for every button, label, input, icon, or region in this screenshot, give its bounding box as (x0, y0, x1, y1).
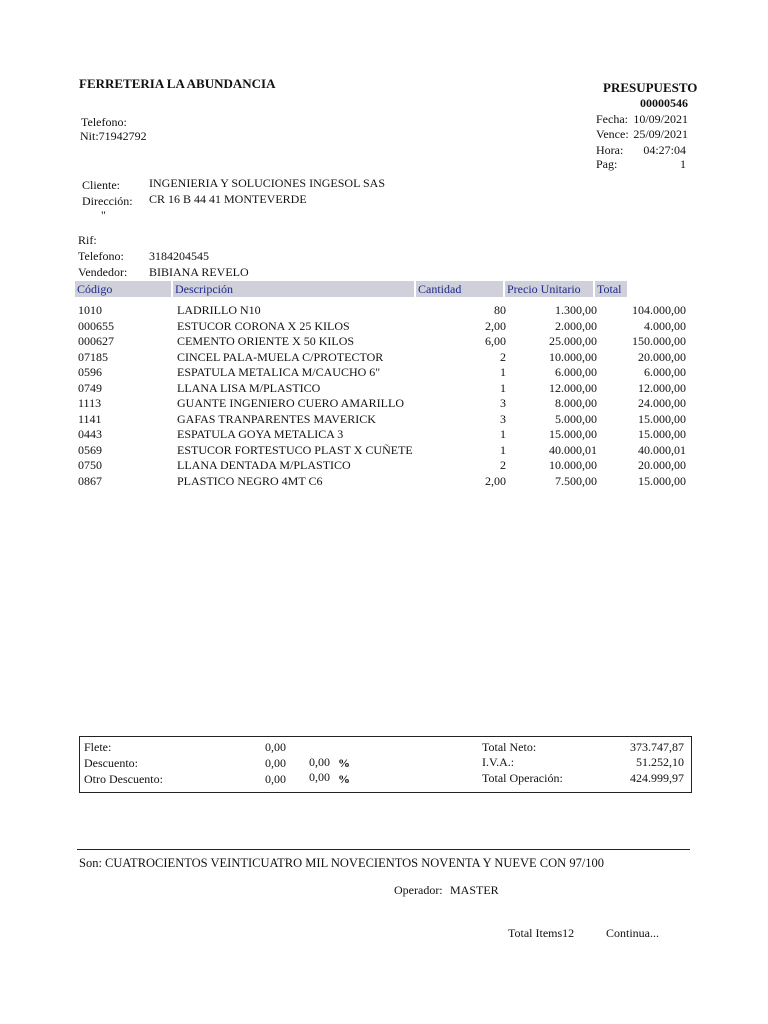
descuento-pct: 0,00 (309, 755, 330, 769)
item-total: 15.000,00 (638, 411, 686, 426)
hora-label: Hora: (596, 143, 624, 157)
item-unit-price: 8.000,00 (555, 396, 597, 410)
item-code: 0750 (78, 458, 102, 472)
operador-label: Operador: (394, 883, 443, 897)
direccion-value: CR 16 B 44 41 MONTEVERDE (149, 192, 307, 206)
cliente-label: Cliente: (82, 178, 120, 192)
item-code: 0569 (78, 442, 102, 457)
item-total: 20.000,00 (638, 349, 686, 364)
item-unit-price: 15.000,00 (549, 427, 597, 441)
flete-label: Flete: (84, 740, 112, 754)
item-quantity: 1 (500, 442, 506, 457)
item-total: 4.000,00 (644, 318, 686, 333)
item-unit-price: 6.000,00 (555, 365, 597, 379)
item-unit-price: 1.300,00 (555, 303, 597, 317)
item-quantity: 2 (500, 349, 506, 364)
header-total: Total (595, 281, 627, 297)
table-row (0, 396, 768, 412)
operador-value: MASTER (450, 883, 499, 897)
item-description: CINCEL PALA-MUELA C/PROTECTOR (177, 349, 384, 364)
hora-value: 04:27:04 (643, 143, 686, 157)
item-code: 1141 (78, 411, 102, 426)
item-description: GAFAS TRANPARENTES MAVERICK (177, 411, 376, 426)
document-type: PRESUPUESTO (603, 80, 698, 95)
total-neto-label: Total Neto: (482, 740, 537, 754)
item-unit-price: 10.000,00 (549, 458, 597, 472)
table-row (0, 443, 768, 459)
item-quantity: 6,00 (485, 334, 506, 348)
item-quantity: 1 (500, 427, 506, 441)
item-code: 07185 (78, 349, 108, 364)
total-items: Total Items12 (508, 926, 575, 940)
pag-value: 1 (680, 157, 686, 171)
item-quantity: 80 (494, 303, 506, 317)
flete-value: 0,00 (265, 740, 286, 754)
item-description: ESPATULA GOYA METALICA 3 (177, 427, 344, 441)
descuento-pct-sign: % (338, 756, 350, 770)
vendedor-value: BIBIANA REVELO (149, 265, 249, 279)
table-row (0, 427, 768, 443)
item-description: LADRILLO N10 (177, 303, 261, 317)
fecha-value: 10/09/2021 (633, 112, 688, 126)
item-total: 15.000,00 (638, 473, 686, 488)
item-quantity: 1 (500, 380, 506, 395)
company-nit: Nit:71942792 (80, 129, 147, 143)
otro-descuento-value: 0,00 (265, 772, 286, 786)
otro-descuento-pct: 0,00 (309, 770, 330, 784)
item-description: GUANTE INGENIERO CUERO AMARILLO (177, 396, 404, 410)
item-code: 1113 (78, 396, 102, 410)
item-code: 000655 (78, 318, 114, 333)
table-row (0, 412, 768, 428)
item-total: 24.000,00 (638, 396, 686, 410)
descuento-value: 0,00 (265, 756, 286, 770)
item-quantity: 3 (500, 396, 506, 410)
item-total: 20.000,00 (638, 458, 686, 472)
total-neto-value: 373.747,87 (630, 740, 684, 754)
rif-label: Rif: (78, 233, 97, 247)
item-total: 12.000,00 (638, 380, 686, 395)
item-description: LLANA LISA M/PLASTICO (177, 380, 321, 395)
descuento-label: Descuento: (84, 756, 138, 770)
item-unit-price: 7.500,00 (555, 473, 597, 488)
item-total: 15.000,00 (638, 427, 686, 441)
quote-mark: " (101, 208, 106, 222)
son-divider (77, 849, 690, 850)
pag-label: Pag: (596, 157, 618, 171)
total-operacion-label: Total Operación: (482, 771, 563, 785)
header-descripcion: Descripción (173, 281, 416, 297)
table-row (0, 319, 768, 335)
item-quantity: 3 (500, 411, 506, 426)
table-row (0, 458, 768, 474)
item-total: 6.000,00 (644, 365, 686, 379)
item-description: ESTUCOR CORONA X 25 KILOS (177, 318, 350, 333)
vence-label: Vence: (596, 127, 629, 141)
item-code: 0596 (78, 365, 102, 379)
item-code: 1010 (78, 303, 102, 317)
item-description: CEMENTO ORIENTE X 50 KILOS (177, 334, 355, 348)
client-telefono-value: 3184204545 (149, 249, 209, 263)
table-row (0, 381, 768, 397)
item-code: 0867 (78, 473, 102, 488)
document-number: 00000546 (640, 96, 688, 110)
item-description: PLASTICO NEGRO 4MT C6 (177, 473, 323, 488)
item-total: 40.000,01 (638, 442, 686, 457)
total-operacion-value: 424.999,97 (630, 771, 684, 785)
table-row (0, 334, 768, 350)
vence-value: 25/09/2021 (633, 127, 688, 141)
table-row (0, 303, 768, 319)
otro-descuento-label: Otro Descuento: (84, 772, 163, 786)
company-telefono-label: Telefono: (81, 115, 127, 129)
direccion-label: Dirección: (82, 194, 133, 208)
item-code: 000627 (78, 334, 114, 348)
item-description: LLANA DENTADA M/PLASTICO (177, 458, 351, 472)
table-row (0, 350, 768, 366)
item-total: 104.000,00 (632, 303, 686, 317)
item-quantity: 2,00 (485, 473, 506, 488)
header-cantidad: Cantidad (416, 281, 505, 297)
item-unit-price: 25.000,00 (549, 334, 597, 348)
cliente-value: INGENIERIA Y SOLUCIONES INGESOL SAS (149, 176, 385, 190)
client-telefono-label: Telefono: (78, 249, 124, 263)
item-code: 0749 (78, 380, 102, 395)
item-unit-price: 12.000,00 (549, 380, 597, 395)
table-row (0, 365, 768, 381)
item-quantity: 2,00 (485, 318, 506, 333)
amount-in-words: Son: CUATROCIENTOS VEINTICUATRO MIL NOVECIENTOS NOVENTA Y NUEVE CON 97/100 (79, 856, 605, 870)
iva-value: 51.252,10 (636, 755, 684, 769)
fecha-label: Fecha: (596, 112, 628, 126)
continua-label: Continua... (606, 926, 659, 940)
item-description: ESPATULA METALICA M/CAUCHO 6" (177, 365, 381, 379)
item-code: 0443 (78, 427, 102, 441)
iva-label: I.V.A.: (482, 755, 515, 769)
company-name: FERRETERIA LA ABUNDANCIA (79, 76, 276, 91)
item-quantity: 1 (500, 365, 506, 379)
item-total: 150.000,00 (632, 334, 686, 348)
items-table-header (75, 281, 627, 297)
vendedor-label: Vendedor: (78, 265, 128, 279)
header-codigo: Código (75, 281, 173, 297)
header-precio-unitario: Precio Unitario (505, 281, 595, 297)
item-description: ESTUCOR FORTESTUCO PLAST X CUÑETE (177, 442, 413, 457)
item-unit-price: 5.000,00 (555, 411, 597, 426)
item-quantity: 2 (500, 458, 506, 472)
item-unit-price: 40.000,01 (549, 442, 597, 457)
table-row (0, 474, 768, 490)
otro-descuento-pct-sign: % (338, 772, 350, 786)
item-unit-price: 2.000,00 (555, 318, 597, 333)
item-unit-price: 10.000,00 (549, 349, 597, 364)
